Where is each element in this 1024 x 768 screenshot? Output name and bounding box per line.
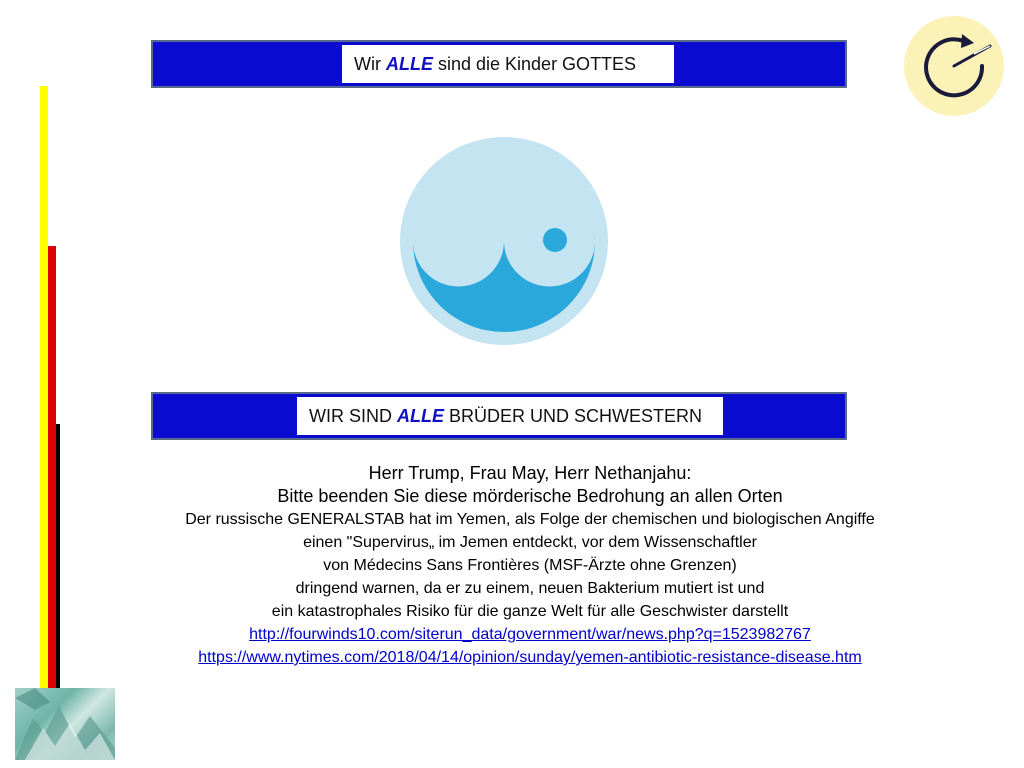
message-text bbox=[100, 462, 960, 669]
text-line-4: einen "Supervirus„ im Jemen entdeckt, vor dem Wissenschaftler bbox=[303, 534, 757, 551]
flag-stripe-red bbox=[48, 246, 56, 690]
fourwinds-link[interactable]: http://fourwinds10.com/siterun_data/government/war/news.php?q=1523982767 bbox=[249, 626, 811, 643]
flag-stripe-yellow bbox=[40, 86, 48, 690]
bottom-banner-emphasis: ALLE bbox=[397, 406, 444, 426]
top-banner-label bbox=[342, 45, 674, 83]
yin-yang-icon bbox=[400, 137, 608, 345]
bottom-banner-suffix: BRÜDER UND SCHWESTERN bbox=[444, 406, 703, 426]
text-line-1: Herr Trump, Frau May, Herr Nethanjahu: bbox=[368, 463, 692, 483]
top-banner-suffix: sind die Kinder GOTTES bbox=[432, 54, 637, 74]
text-line-5: von Médecins Sans Frontières (MSF-Ärzte ohne Grenzen) bbox=[323, 557, 737, 574]
text-line-6: dringend warnen, da er zu einem, neuen Bakterium mutiert ist und bbox=[295, 580, 765, 597]
top-banner-prefix: Wir bbox=[354, 54, 386, 74]
bottom-banner bbox=[151, 392, 847, 440]
nytimes-link[interactable]: https://www.nytimes.com/2018/04/14/opinion/sunday/yemen-antibiotic-resistance-disease.htm bbox=[198, 649, 862, 666]
mountain-picture-icon bbox=[15, 688, 115, 760]
text-line-7: ein katastrophales Risiko für die ganze Welt für alle Geschwister darstellt bbox=[271, 603, 789, 620]
top-banner-emphasis: ALLE bbox=[385, 54, 433, 74]
logo bbox=[904, 16, 1004, 116]
text-line-3: Der russische GENERALSTAB hat im Yemen, als Folge der chemischen und biologischen Angiffe bbox=[185, 511, 875, 528]
thumbnail-image bbox=[15, 688, 115, 760]
clock-arrow-icon bbox=[904, 16, 1004, 116]
bottom-banner-label bbox=[297, 397, 723, 435]
flag-stripe-black bbox=[56, 424, 60, 690]
text-line-2: Bitte beenden Sie diese mörderische Bedrohung an allen Orten bbox=[277, 486, 783, 506]
bottom-banner-prefix: WIR SIND bbox=[309, 406, 397, 426]
top-banner bbox=[151, 40, 847, 88]
